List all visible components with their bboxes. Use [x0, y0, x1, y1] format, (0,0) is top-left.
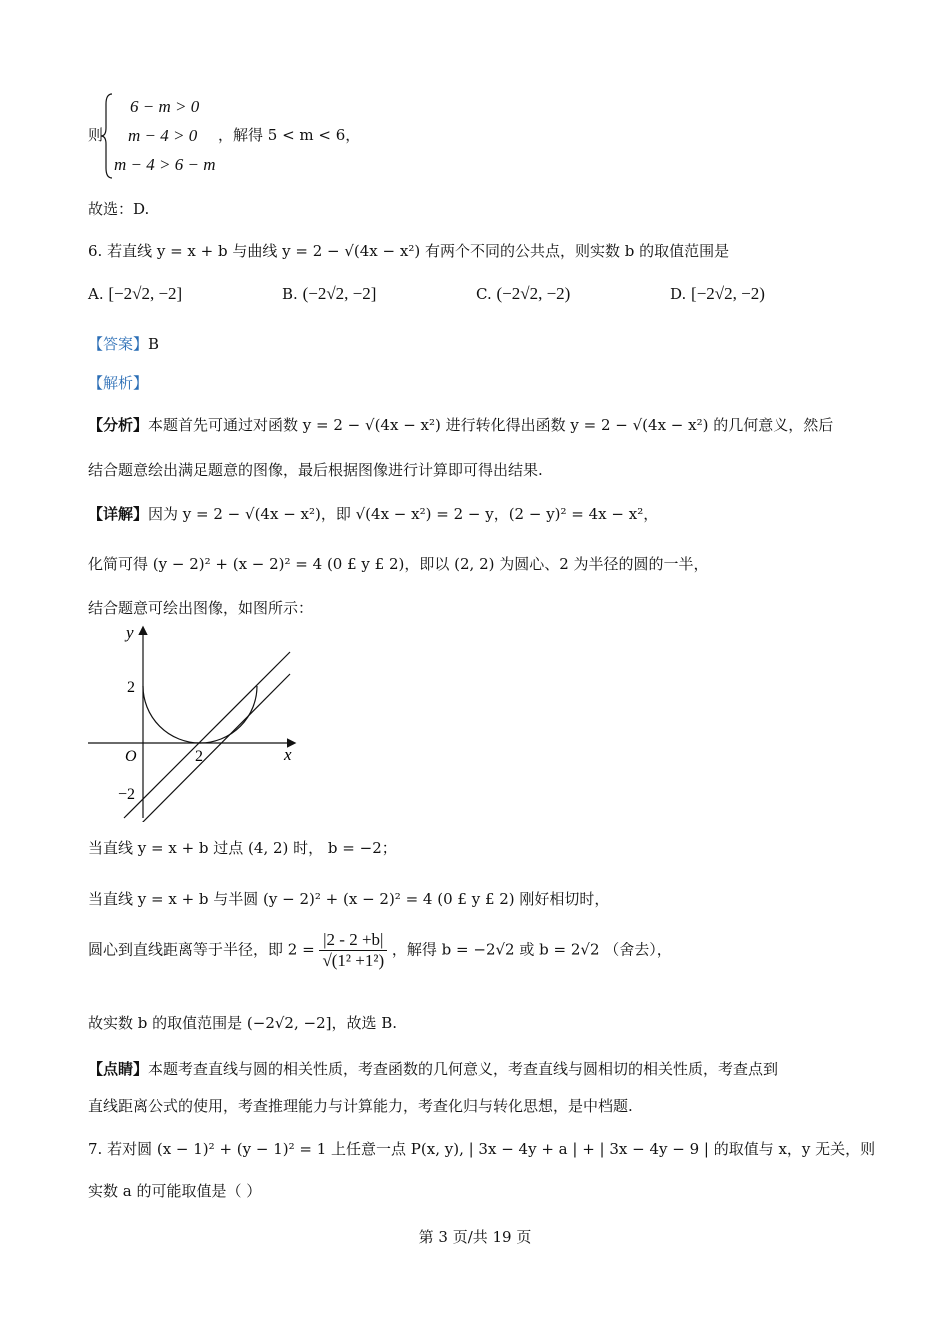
- line-through-4-2: [124, 652, 290, 818]
- option-d: [670, 284, 765, 304]
- y-tick-neg2: −2: [118, 786, 136, 803]
- xiangjie-tag: 【详解】: [88, 505, 149, 523]
- range-line: 故实数 b 的取值范围是 (−2√2, −2]，故选 B.: [88, 1014, 398, 1032]
- origin-label: O: [125, 748, 137, 765]
- point-line: 当直线 y = x + b 过点 (4, 2) 时， b = −2；: [88, 839, 397, 857]
- x-axis-label: x: [284, 745, 292, 764]
- answer-tag: 【答案】: [88, 335, 149, 353]
- option-d-text: [−2√2, −2): [691, 284, 765, 303]
- q7-line-1: 7. 若对圆 (x − 1)² + (y − 1)² = 1 上任意一点 P(x, y), | 3x − 4y + a | + | 3x − 4y − 9 | 的取值与 x，y 无关，则: [88, 1140, 876, 1158]
- distance-suffix: ，解得 b = −2√2 或 b = 2√2 （舍去），: [391, 940, 672, 959]
- q7-line-2: 实数 a 的可能取值是（ ）: [88, 1182, 262, 1200]
- xiangjie-text-1: 因为 y = 2 − √(4x − x²)，即 √(4x − x²) = 2 − y，(2 − y)² = 4x − x²，: [148, 505, 659, 523]
- fenxi-text-1: 本题首先可通过对函数 y = 2 − √(4x − x²) 进行转化得出函数 y = 2 − √(4x − x²) 的几何意义，然后: [148, 416, 834, 434]
- tangent-text-line: 当直线 y = x + b 与半圆 (y − 2)² + (x − 2)² = 4 (0 £ y £ 2) 刚好相切时，: [88, 890, 610, 908]
- system-line-3: m − 4 > 6 − m: [114, 155, 216, 174]
- page-footer: 第 3 页/共 19 页: [418, 1228, 532, 1246]
- xiangjie-line-1: [88, 503, 658, 524]
- system-solution: ，解得 5 < m < 6，: [218, 126, 361, 144]
- draw-line: 结合题意可绘出图像，如图所示：: [88, 599, 314, 617]
- option-b-label: B.: [282, 285, 298, 303]
- y-tick-2: 2: [127, 679, 135, 696]
- distance-numerator: |2 - 2 +b|: [319, 930, 387, 951]
- option-b: [282, 284, 376, 304]
- answer-line: [88, 333, 159, 354]
- option-a-text: [−2√2, −2]: [108, 284, 183, 303]
- fenxi-line-2: 结合题意绘出满足题意的图像，最后根据图像进行计算即可得出结果.: [88, 461, 543, 479]
- system-prefix: 则: [88, 126, 104, 144]
- option-c-text: (−2√2, −2): [496, 284, 571, 303]
- system-line-1: 6 − m > 0: [130, 97, 200, 116]
- fenxi-tag: 【分析】: [88, 416, 149, 434]
- option-a: [88, 284, 182, 304]
- simplify-line: 化简可得 (y − 2)² + (x − 2)² = 4 (0 £ y £ 2)，即以 (2, 2) 为圆心、2 为半径的圆的一半，: [88, 555, 709, 573]
- system-line-2: m − 4 > 0: [128, 126, 198, 145]
- dianjing-line-1: [88, 1058, 778, 1079]
- fenxi-line-1: [88, 414, 833, 435]
- semicircle-curve: [143, 686, 257, 743]
- option-c-label: C.: [476, 285, 492, 303]
- tangent-line: [136, 674, 290, 822]
- option-d-label: D.: [670, 285, 687, 303]
- option-a-label: A.: [88, 285, 104, 303]
- option-b-text: (−2√2, −2]: [302, 284, 377, 303]
- system-lines: [112, 92, 215, 179]
- dianjing-tag: 【点睛】: [88, 1060, 149, 1078]
- dianjing-line-2: 直线距离公式的使用，考查推理能力与计算能力，考查化归与转化思想，是中档题.: [88, 1097, 633, 1115]
- analysis-tag: 【解析】: [88, 374, 149, 392]
- distance-line: [88, 930, 672, 971]
- option-c: [476, 284, 570, 304]
- distance-prefix: 圆心到直线距离等于半径，即 2 =: [88, 940, 315, 959]
- dianjing-text-1: 本题考查直线与圆的相关性质，考查函数的几何意义，考查直线与圆相切的相关性质，考查点到: [148, 1060, 779, 1078]
- q5-answer: 故选：D.: [88, 200, 150, 218]
- function-graph: [84, 618, 304, 822]
- y-axis-label: y: [126, 623, 134, 642]
- q6-stem: 6. 若直线 y = x + b 与曲线 y = 2 − √(4x − x²) 有两个不同的公共点，则实数 b 的取值范围是: [88, 242, 730, 260]
- distance-denominator: √(1² +1²): [322, 951, 385, 970]
- x-tick-2: 2: [195, 748, 203, 765]
- answer-value: B: [148, 335, 160, 353]
- distance-fraction: [319, 930, 387, 971]
